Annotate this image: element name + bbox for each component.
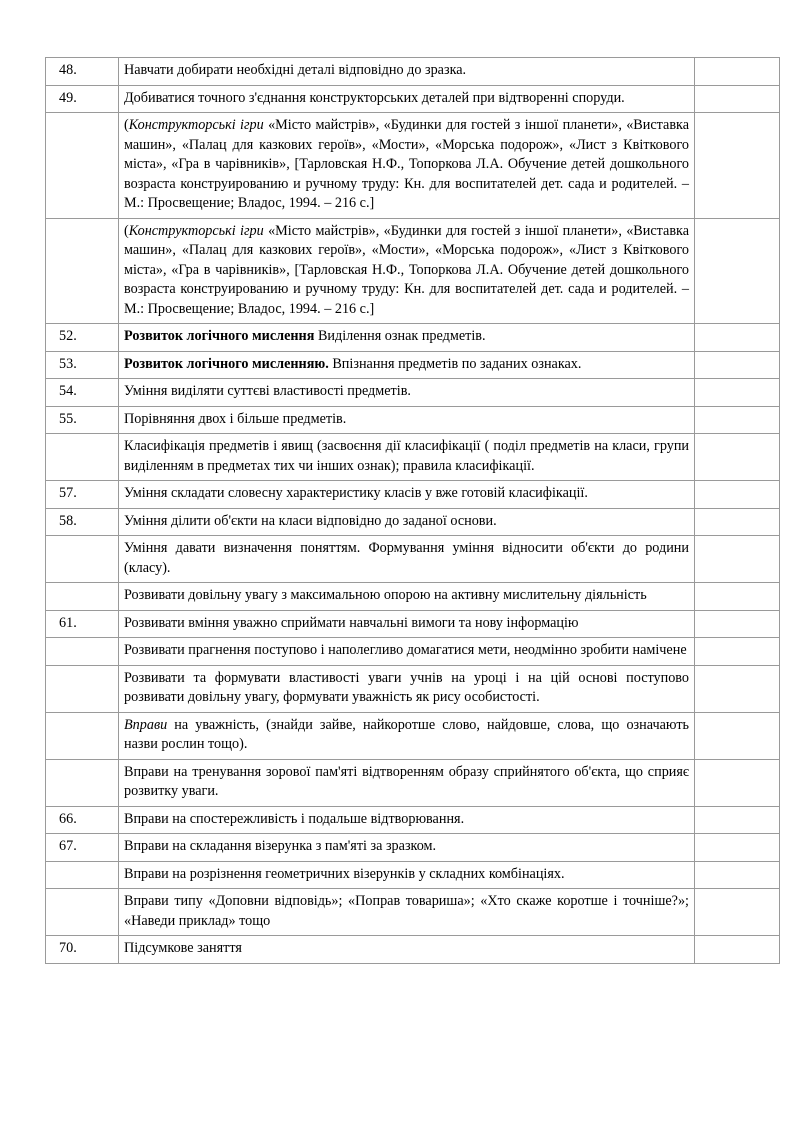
empty-notes-cell <box>695 712 780 759</box>
table-row <box>46 638 780 666</box>
table-row <box>46 85 780 113</box>
row-content <box>119 759 695 806</box>
row-text: Вправи на розрізнення геометричних візерунків у складних комбінаціях. <box>124 865 565 882</box>
row-heading-bold: Розвиток логічного мислення <box>124 328 315 344</box>
row-number <box>46 665 119 712</box>
empty-notes-cell <box>695 638 780 666</box>
row-number <box>46 113 119 219</box>
row-text: Уміння виділяти суттєві властивості предметів. <box>124 383 411 399</box>
row-number: 58. <box>46 508 119 536</box>
row-text: Вправи типу «Доповни відповідь»; «Поправ товариша»; «Хто скаже коротше і точніше?»; «Наведи приклад» тощо <box>124 893 689 929</box>
empty-notes-cell <box>695 324 780 352</box>
table-row <box>46 351 780 379</box>
row-text: Порівняння двох і більше предметів. <box>124 410 347 427</box>
row-number: 52. <box>46 324 119 352</box>
row-number: 54. <box>46 379 119 407</box>
table-row <box>46 936 780 964</box>
row-content <box>119 508 695 536</box>
row-number <box>46 712 119 759</box>
row-content <box>119 861 695 889</box>
row-content <box>119 113 695 219</box>
empty-notes-cell <box>695 806 780 834</box>
empty-notes-cell <box>695 759 780 806</box>
row-text: Впізнання предметів по заданих ознаках. <box>328 355 582 372</box>
row-text: Розвивати вміння уважно сприймати навчальні вимоги та нову інформацію <box>124 614 579 631</box>
row-content <box>119 936 695 964</box>
row-text: Розвивати довільну увагу з максимальною опорою на активну мислительну діяльність <box>124 587 647 603</box>
row-text: Розвивати прагнення поступово і наполегливо домагатися мети, неодмінно зробити намічене <box>124 642 687 658</box>
empty-notes-cell <box>695 58 780 86</box>
table-row <box>46 113 780 219</box>
row-content <box>119 889 695 936</box>
row-number <box>46 759 119 806</box>
empty-notes-cell <box>695 434 780 481</box>
row-number <box>46 583 119 611</box>
row-text: Уміння давати визначення поняттям. Формування уміння відносити об'єкти до родини (класу). <box>124 540 689 576</box>
row-content <box>119 610 695 638</box>
row-text: «Місто майстрів», «Будинки для гостей з іншої планети», «Виставка машин», «Палац для казкових героїв», «Мости», «Морська подорож», «Лист з Квіткового міста», «Гра в чарівників», [Тарловская Н.Ф., Топоркова Л.А. Обучение детей дошкольного возраста конструированию и ручному труду: Кн. для воспитателей дет. сада и родителей. – М.: Просвещение; Владос, 1994. – 216 с.] <box>124 117 690 211</box>
table-row <box>46 834 780 862</box>
row-content <box>119 85 695 113</box>
row-text: на уважність, (знайди зайве, найкоротше слово, найдовше, слова, що означають назви рослин тощо). <box>124 716 689 752</box>
empty-notes-cell <box>695 610 780 638</box>
row-text: Розвивати та формувати властивості уваги учнів на уроці і на цій основі поступово розвивати довільну увагу, формувати уважність як рису особистості. <box>124 669 689 705</box>
row-number: 70. <box>46 936 119 964</box>
row-number: 67. <box>46 834 119 862</box>
row-number: 61. <box>46 610 119 638</box>
table-row <box>46 218 780 324</box>
table-row <box>46 759 780 806</box>
row-number <box>46 861 119 889</box>
row-number <box>46 218 119 324</box>
row-text: Вправи на тренування зорової пам'яті відтворенням образу сприйнятого об'єкта, що сприяє розвитку уваги. <box>124 763 689 799</box>
table-row <box>46 889 780 936</box>
row-text: Уміння складати словесну характеристику класів у вже готовій класифікації. <box>124 485 588 501</box>
empty-notes-cell <box>695 113 780 219</box>
row-content <box>119 324 695 352</box>
open-parenthesis: ( <box>124 222 129 239</box>
row-content <box>119 665 695 712</box>
row-text: Уміння ділити об'єкти на класи відповідно до заданої основи. <box>124 512 497 529</box>
row-content <box>119 379 695 407</box>
table-row <box>46 665 780 712</box>
row-text: Підсумкове заняття <box>124 940 242 956</box>
row-content <box>119 481 695 509</box>
row-content <box>119 834 695 862</box>
row-content <box>119 351 695 379</box>
row-number: 48. <box>46 58 119 86</box>
empty-notes-cell <box>695 583 780 611</box>
row-italic-term: Конструкторські ігри <box>128 222 264 239</box>
table-row <box>46 806 780 834</box>
table-row <box>46 583 780 611</box>
empty-notes-cell <box>695 481 780 509</box>
row-number <box>46 536 119 583</box>
empty-notes-cell <box>695 861 780 889</box>
row-text: Вправи на складання візерунка з пам'яті за зразком. <box>124 838 437 854</box>
row-content <box>119 58 695 86</box>
empty-notes-cell <box>695 889 780 936</box>
row-content <box>119 536 695 583</box>
table-row <box>46 434 780 481</box>
table-row <box>46 508 780 536</box>
row-content <box>119 583 695 611</box>
row-number: 49. <box>46 85 119 113</box>
row-number: 66. <box>46 806 119 834</box>
empty-notes-cell <box>695 406 780 434</box>
table-row <box>46 481 780 509</box>
row-number: 53. <box>46 351 119 379</box>
empty-notes-cell <box>695 665 780 712</box>
row-italic-term: Конструкторські ігри <box>128 117 264 133</box>
empty-notes-cell <box>695 536 780 583</box>
row-text: Виділення ознак предметів. <box>314 328 486 344</box>
table-row <box>46 610 780 638</box>
row-text: Навчати добирати необхідні деталі відповідно до зразка. <box>124 62 467 78</box>
row-italic-term: Вправи <box>124 716 168 733</box>
table-row <box>46 58 780 86</box>
table-row <box>46 406 780 434</box>
row-content <box>119 638 695 666</box>
open-parenthesis: ( <box>124 117 129 133</box>
row-content <box>119 218 695 324</box>
table-row <box>46 861 780 889</box>
table-row <box>46 536 780 583</box>
lesson-plan-table <box>45 57 780 964</box>
row-number: 55. <box>46 406 119 434</box>
row-heading-bold: Розвиток логічного мисленняю. <box>124 355 329 372</box>
empty-notes-cell <box>695 351 780 379</box>
row-number <box>46 889 119 936</box>
row-content <box>119 406 695 434</box>
table-row <box>46 712 780 759</box>
empty-notes-cell <box>695 936 780 964</box>
table-body <box>46 58 780 964</box>
row-number <box>46 434 119 481</box>
row-number: 57. <box>46 481 119 509</box>
empty-notes-cell <box>695 834 780 862</box>
empty-notes-cell <box>695 218 780 324</box>
row-number <box>46 638 119 666</box>
empty-notes-cell <box>695 85 780 113</box>
row-text: «Місто майстрів», «Будинки для гостей з іншої планети», «Виставка машин», «Палац для казкових героїв», «Мости», «Морська подорож», «Лист з Квіткового міста», «Гра в чарівників», [Тарловская Н.Ф., Топоркова Л.А. Обучение детей дошкольного возраста конструированию и ручному труду: Кн. для воспитателей дет. сада и родителей. – М.: Просвещение; Владос, 1994. – 216 с.] <box>124 222 690 317</box>
table-row <box>46 324 780 352</box>
table-row <box>46 379 780 407</box>
row-content <box>119 712 695 759</box>
row-content <box>119 806 695 834</box>
row-text: Класифікація предметів і явищ (засвоєння дії класифікації ( поділ предметів на класи, групи виділенням в предметах тих чи інших ознак); правила класифікації. <box>124 438 689 474</box>
empty-notes-cell <box>695 379 780 407</box>
row-text: Добиватися точного з'єднання конструкторських деталей при відтворенні споруди. <box>124 89 625 106</box>
row-content <box>119 434 695 481</box>
empty-notes-cell <box>695 508 780 536</box>
row-text: Вправи на спостережливість і подальше відтворювання. <box>124 810 465 827</box>
